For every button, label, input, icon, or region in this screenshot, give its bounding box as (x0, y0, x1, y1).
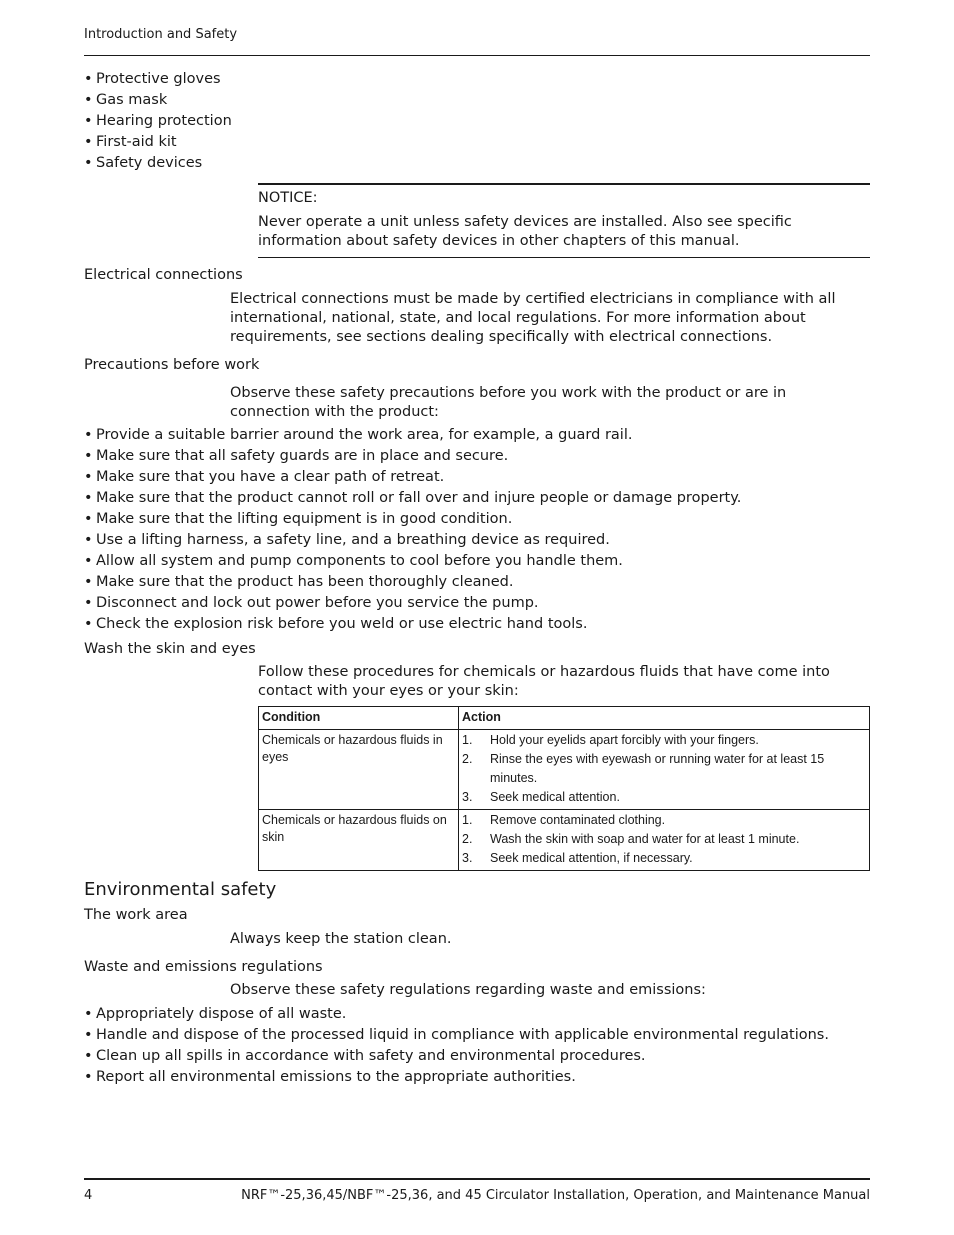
equipment-list (84, 70, 870, 173)
list-item: • Clean up all spills in accordance with safety and environmental procedures. (84, 1048, 646, 1064)
running-header: Introduction and Safety (84, 27, 238, 42)
list-item: • Protective gloves (84, 71, 221, 87)
action-step: 2. Rinse the eyes with eyewash or running water for at least 15 minutes. (462, 752, 825, 785)
notice-text: Never operate a unit unless safety devices are installed. Also see specific information about safety devices in other chapters of this manual. (258, 214, 792, 249)
page-number: 4 (84, 1188, 93, 1203)
column-header-action: Action (459, 707, 870, 730)
notice-title: NOTICE: (258, 190, 318, 206)
precautions-list (84, 426, 870, 634)
list-item: • Make sure that the lifting equipment is in good condition. (84, 511, 513, 527)
condition-cell: Chemicals or hazardous fluids in eyes (259, 730, 459, 810)
wash-intro: Follow these procedures for chemicals or hazardous fluids that have come into contact with your eyes or your skin: (258, 664, 830, 699)
action-step: 1. Hold your eyelids apart forcibly with your fingers. (462, 733, 759, 747)
environmental-heading: Environmental safety (84, 879, 277, 900)
electrical-heading: Electrical connections (84, 267, 243, 283)
list-item: • Make sure that the product has been thoroughly cleaned. (84, 574, 514, 590)
page-content (84, 70, 870, 1089)
action-step: 2. Wash the skin with soap and water for at least 1 minute. (462, 832, 800, 846)
first-aid-table (258, 706, 870, 871)
work-area-heading: The work area (84, 907, 188, 923)
list-item: • Disconnect and lock out power before you service the pump. (84, 595, 539, 611)
action-step: 3. Seek medical attention. (462, 790, 620, 804)
list-item: • Gas mask (84, 92, 168, 108)
notice-box (258, 183, 870, 258)
list-item: • Provide a suitable barrier around the work area, for example, a guard rail. (84, 427, 633, 443)
table-row (259, 730, 870, 810)
precautions-intro: Observe these safety precautions before you work with the product or are in connection with the product: (230, 385, 787, 420)
precautions-heading: Precautions before work (84, 357, 260, 373)
column-header-condition: Condition (259, 707, 459, 730)
condition-cell: Chemicals or hazardous fluids on skin (259, 810, 459, 871)
list-item: • Safety devices (84, 155, 203, 171)
work-area-text: Always keep the station clean. (230, 931, 452, 947)
manual-title: NRF™-25,36,45/NBF™-25,36, and 45 Circulator Installation, Operation, and Maintenance Manual (241, 1188, 870, 1203)
list-item: • Handle and dispose of the processed liquid in compliance with applicable environmental regulations. (84, 1027, 829, 1043)
list-item: • Make sure that all safety guards are in place and secure. (84, 448, 509, 464)
list-item: • Hearing protection (84, 113, 232, 129)
header-divider (84, 55, 870, 56)
waste-heading: Waste and emissions regulations (84, 959, 323, 975)
waste-list (84, 1005, 870, 1087)
table-row (259, 810, 870, 871)
list-item: • Report all environmental emissions to the appropriate authorities. (84, 1069, 576, 1085)
list-item: • Appropriately dispose of all waste. (84, 1006, 347, 1022)
list-item: • Make sure that the product cannot roll or fall over and injure people or damage property. (84, 490, 742, 506)
action-cell (459, 730, 870, 810)
action-step: 1. Remove contaminated clothing. (462, 813, 666, 827)
list-item: • Allow all system and pump components to cool before you handle them. (84, 553, 623, 569)
table-header-row (259, 707, 870, 730)
waste-intro: Observe these safety regulations regarding waste and emissions: (230, 982, 706, 998)
action-step: 3. Seek medical attention, if necessary. (462, 851, 693, 865)
list-item: • First-aid kit (84, 134, 177, 150)
footer-divider (84, 1178, 870, 1180)
electrical-text: Electrical connections must be made by certified electricians in compliance with all international, national, state, and local regulations. For more information about requirements, see sections dealing specifically with electrical connections. (230, 291, 836, 345)
list-item: • Use a lifting harness, a safety line, and a breathing device as required. (84, 532, 610, 548)
list-item: • Make sure that you have a clear path of retreat. (84, 469, 445, 485)
list-item: • Check the explosion risk before you weld or use electric hand tools. (84, 616, 588, 632)
action-cell (459, 810, 870, 871)
wash-heading: Wash the skin and eyes (84, 641, 256, 657)
